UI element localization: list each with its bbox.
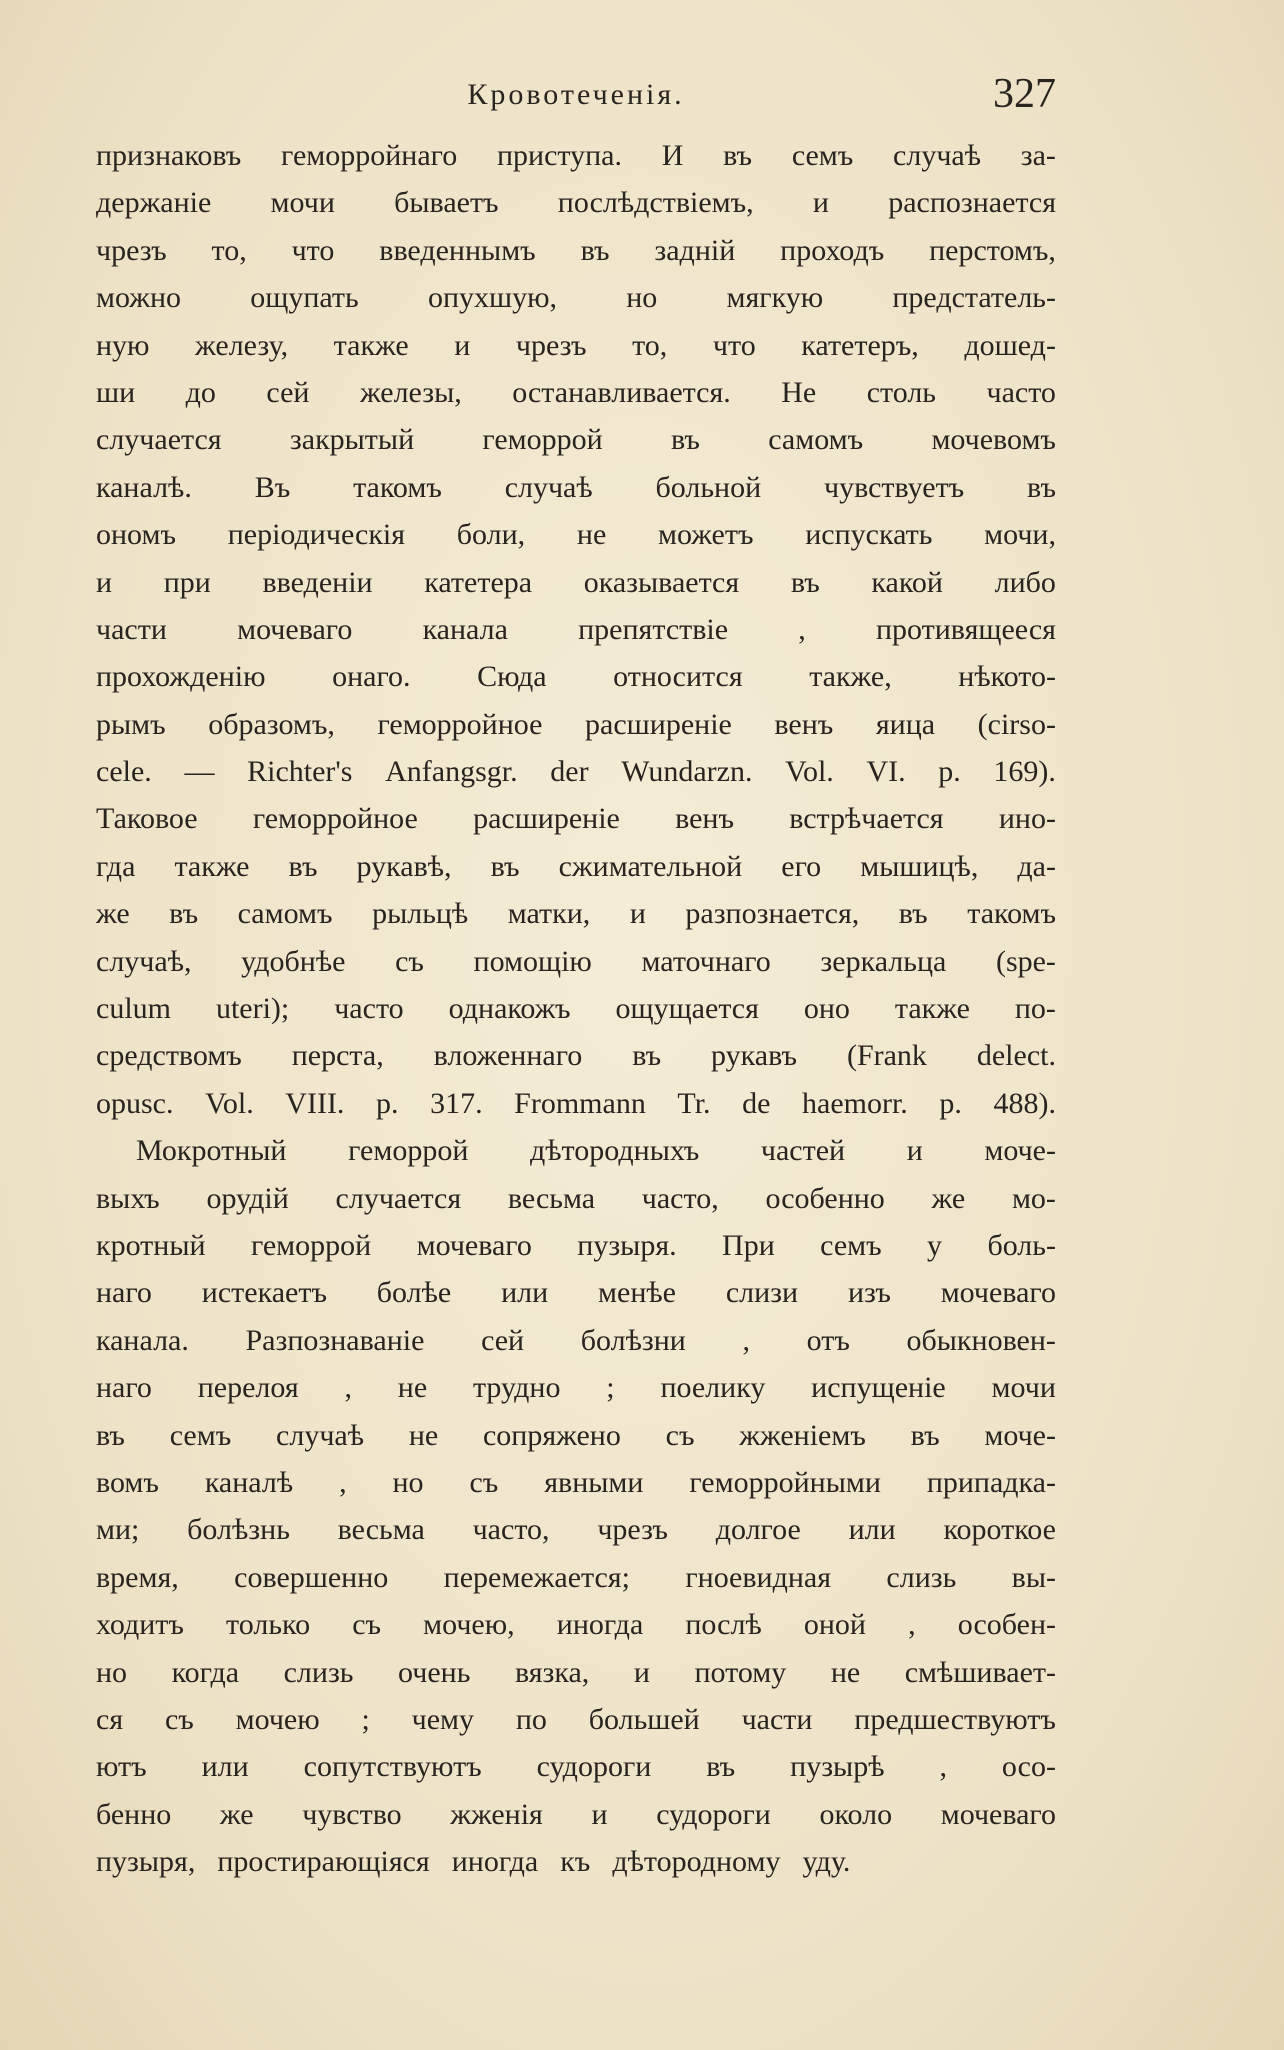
text-line: ономъ періодическія боли, не можетъ испускать мочи, [96, 518, 1056, 552]
text-line: и при введеніи катетера оказывается въ какой либо [96, 565, 1056, 599]
text-line: время, совершенно перемежается; гноевидная слизь вы- [96, 1560, 1056, 1594]
text-line: но когда слизь очень вязка, и потому не смѣшивает- [96, 1655, 1056, 1689]
text-line: гда также въ рукавѣ, въ сжимательной его мышицѣ, да- [96, 849, 1056, 883]
text-line: средствомъ перста, вложеннаго въ рукавъ (Frank delect. [96, 1039, 1056, 1073]
text-line: рымъ образомъ, геморройное расширеніе венъ яица (cirso- [96, 707, 1056, 741]
text-line: въ семъ случаѣ не сопряжено съ жженіемъ въ моче- [96, 1418, 1056, 1452]
text-line: случаѣ, удобнѣе съ помощію маточнаго зеркальца (spe- [96, 944, 1056, 978]
text-line: Таковое геморройное расширеніе венъ встрѣчается ино- [96, 802, 1056, 836]
body-text [96, 132, 1056, 1885]
text-line: же въ самомъ рыльцѣ матки, и разпознается, въ такомъ [96, 897, 1056, 931]
running-head: Кровотеченія. [467, 78, 685, 111]
text-line: ную железу, также и чрезъ то, что катетеръ, дошед- [96, 328, 1056, 362]
page-header [96, 70, 1056, 130]
text-line: чрезъ то, что введеннымъ въ заднiй проходъ перстомъ, [96, 233, 1056, 267]
text-line: бенно же чувство жженія и судороги около мочеваго [96, 1797, 1056, 1831]
text-line: прохожденію онаго. Сюда относится также, нѣкото- [96, 660, 1056, 694]
text-line: ходитъ только съ мочею, иногда послѣ оной , особен- [96, 1608, 1056, 1642]
text-line: можно ощупать опухшую, но мягкую предстатель- [96, 281, 1056, 315]
text-line: culum uteri); часто однакожъ ощущается оно также по- [96, 992, 1056, 1026]
page-number: 327 [993, 71, 1056, 117]
text-line: cele. — Richter's Anfangsgr. der Wundarzn. Vol. VI. p. 169). [96, 755, 1056, 789]
text-line: ми; болѣзнь весьма часто, чрезъ долгое или короткое [96, 1513, 1056, 1547]
text-line: opusc. Vol. VIII. p. 317. Frommann Tr. de haemorr. p. 488). [96, 1086, 1056, 1120]
text-line: ши до сей железы, останавливается. Не столь часто [96, 375, 1056, 409]
text-line: наго истекаетъ болѣе или менѣе слизи изъ мочеваго [96, 1276, 1056, 1310]
text-line: признаковъ геморройнаго приступа. И въ семъ случаѣ за- [96, 139, 1056, 172]
text-line: выхъ орудій случается весьма часто, особенно же мо- [96, 1181, 1056, 1215]
text-line: Мокротный геморрой дѣтородныхъ частей и моче- [136, 1134, 1056, 1168]
text-line: наго перелоя , не трудно ; поелику испущеніе мочи [96, 1371, 1056, 1405]
text-line: держаніе мочи бываетъ послѣдствіемъ, и распознается [96, 186, 1056, 220]
text-line: части мочеваго канала препятствіе , противящееся [96, 612, 1056, 646]
text-line: вомъ каналѣ , но съ явными геморройными припадка- [96, 1465, 1056, 1499]
text-line: каналѣ. Въ такомъ случаѣ больной чувствуетъ въ [96, 470, 1056, 504]
text-line: ютъ или сопутствуютъ судороги въ пузырѣ , осо- [96, 1750, 1056, 1784]
text-line: канала. Разпознаваніе сей болѣзни , отъ обыкновен- [96, 1323, 1056, 1357]
text-line: пузыря, простирающіяся иногда къ дѣтородному уду. [96, 1845, 851, 1879]
text-line: случается закрытый геморрой въ самомъ мочевомъ [96, 423, 1056, 457]
text-line: ся съ мочею ; чему по большей части предшествуютъ [96, 1702, 1056, 1736]
text-line: кротный геморрой мочеваго пузыря. При семъ у боль- [96, 1228, 1056, 1262]
